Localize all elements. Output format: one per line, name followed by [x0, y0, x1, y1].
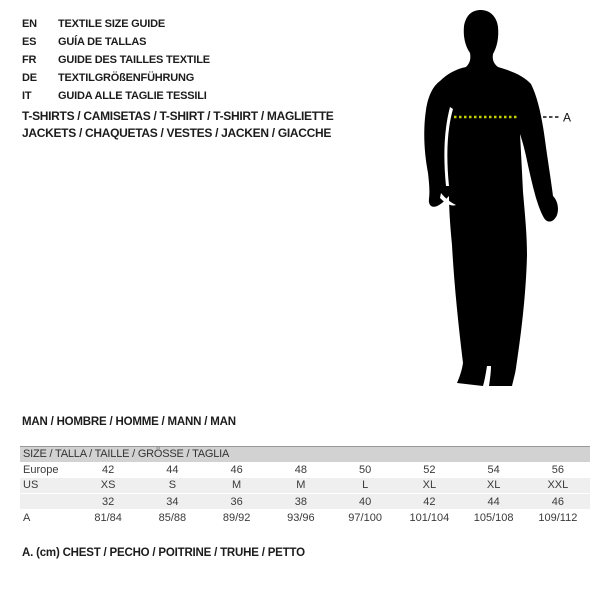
table-cell: 56 — [551, 463, 564, 476]
table-cell: 85/88 — [158, 511, 187, 524]
measurement-footnote: A. (cm) CHEST / PECHO / POITRINE / TRUHE / PETTO — [22, 547, 305, 559]
table-cell: 46 — [230, 463, 243, 476]
language-code: FR — [22, 54, 37, 66]
table-cell: 101/104 — [409, 511, 450, 524]
table-cell: XS — [76, 478, 140, 494]
language-label: TEXTILE SIZE GUIDE — [58, 18, 166, 30]
table-cell: 44 — [462, 494, 526, 510]
table-cell: 42 — [102, 463, 115, 476]
table-cell: 54 — [487, 463, 500, 476]
chest-measure-label: A — [563, 110, 572, 125]
row-label — [20, 494, 76, 510]
size-table-header: SIZE / TALLA / TAILLE / GRÖSSE / TAGLIA — [20, 447, 590, 462]
table-cell: 32 — [76, 494, 140, 510]
row-label: A — [23, 511, 31, 524]
language-code: ES — [22, 36, 37, 48]
table-row-europe — [20, 462, 590, 478]
table-row-us — [20, 478, 590, 494]
language-code: DE — [22, 72, 37, 84]
table-cell: 38 — [269, 494, 333, 510]
table-cell: 52 — [423, 463, 436, 476]
table-cell: 50 — [359, 463, 372, 476]
table-cell: 97/100 — [348, 511, 382, 524]
language-code: EN — [22, 18, 37, 30]
table-cell: 109/112 — [538, 511, 578, 524]
table-cell: XL — [397, 478, 461, 494]
table-cell: S — [140, 478, 204, 494]
category-line-tshirts: T-SHIRTS / CAMISETAS / T-SHIRT / T-SHIRT / MAGLIETTE — [22, 109, 334, 123]
table-cell: 89/92 — [222, 511, 251, 524]
language-code: IT — [22, 90, 32, 102]
table-cell: M — [269, 478, 333, 494]
row-label: US — [20, 478, 76, 494]
table-cell: XXL — [526, 478, 590, 494]
language-label: GUIDA ALLE TAGLIE TESSILI — [58, 90, 207, 102]
size-table-header-row — [20, 447, 590, 462]
table-row-numeric — [20, 494, 590, 510]
table-cell: L — [333, 478, 397, 494]
section-title-man: MAN / HOMBRE / HOMME / MANN / MAN — [22, 416, 236, 428]
table-cell: 34 — [140, 494, 204, 510]
size-table — [20, 446, 590, 526]
language-label: TEXTILGRÖßENFÜHRUNG — [58, 72, 195, 84]
table-cell: 93/96 — [287, 511, 315, 524]
table-cell: 105/108 — [473, 511, 514, 524]
man-silhouette — [424, 10, 558, 386]
table-cell: 81/84 — [94, 511, 122, 524]
language-label: GUÍA DE TALLAS — [58, 36, 147, 48]
table-cell: 48 — [294, 463, 307, 476]
table-cell: 44 — [166, 463, 179, 476]
language-label: GUIDE DES TAILLES TEXTILE — [58, 54, 210, 66]
table-cell: 36 — [205, 494, 269, 510]
table-cell: 42 — [397, 494, 461, 510]
table-row-chest-a — [20, 510, 590, 526]
table-cell: 46 — [526, 494, 590, 510]
row-label: Europe — [23, 463, 59, 476]
table-cell: XL — [462, 478, 526, 494]
size-table-container — [20, 446, 590, 526]
category-line-jackets: JACKETS / CHAQUETAS / VESTES / JACKEN / GIACCHE — [22, 126, 332, 140]
table-cell: M — [205, 478, 269, 494]
table-cell: 40 — [333, 494, 397, 510]
